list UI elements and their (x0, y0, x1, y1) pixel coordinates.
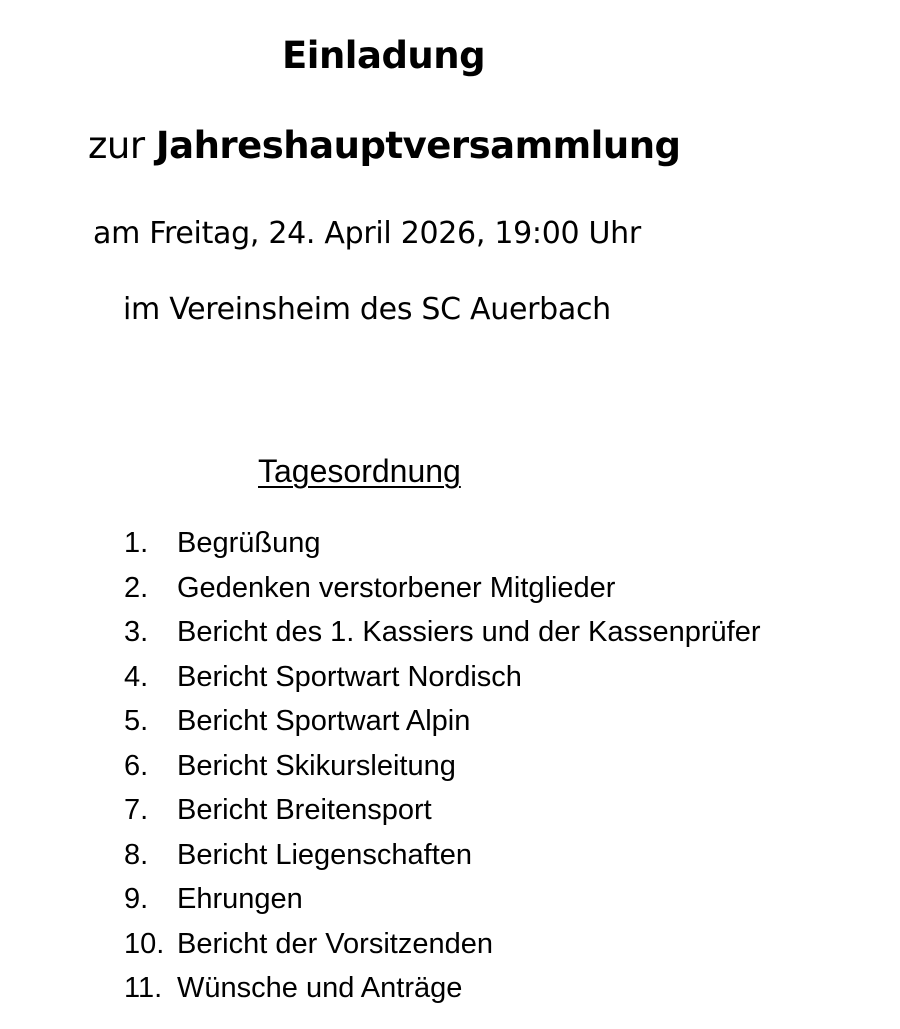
agenda-item (124, 655, 761, 700)
agenda-item-number: 4. (124, 660, 149, 693)
agenda-item (124, 566, 761, 611)
agenda-item-text: Bericht Sportwart Alpin (177, 705, 471, 737)
agenda-item-number: 6. (124, 749, 149, 782)
agenda-item-text: Gedenken verstorbener Mitglieder (177, 571, 616, 604)
document-title: Einladung (282, 34, 486, 77)
agenda-item (124, 966, 761, 1011)
agenda-list (124, 521, 761, 1011)
agenda-item (124, 922, 761, 967)
agenda-item-number: 2. (124, 571, 149, 604)
agenda-item-text: Bericht Sportwart Nordisch (177, 660, 522, 693)
agenda-item-text: Bericht der Vorsitzenden (177, 927, 493, 960)
agenda-item (124, 788, 761, 833)
agenda-item (124, 521, 761, 566)
agenda-item-number: 10. (124, 927, 165, 960)
agenda-heading: Tagesordnung (258, 453, 461, 489)
event-date-time: am Freitag, 24. April 2026, 19:00 Uhr (93, 216, 641, 251)
agenda-item (124, 833, 761, 878)
agenda-item (124, 877, 761, 922)
agenda-item (124, 744, 761, 789)
agenda-item (124, 699, 761, 744)
agenda-item-text: Bericht des 1. Kassiers und der Kassenprüfer (177, 616, 761, 648)
agenda-item-text: Begrüßung (177, 527, 321, 559)
agenda-item-number: 3. (124, 616, 149, 648)
agenda-item (124, 610, 761, 655)
event-location: im Vereinsheim des SC Auerbach (123, 292, 611, 327)
agenda-item-number: 8. (124, 838, 149, 871)
agenda-item-number: 11. (124, 972, 163, 1004)
subtitle-event-name: Jahreshauptversammlung (155, 124, 681, 167)
agenda-item-number: 5. (124, 705, 149, 737)
document-subtitle (88, 124, 681, 167)
agenda-item-text: Bericht Skikursleitung (177, 749, 456, 782)
agenda-item-number: 9. (124, 883, 149, 915)
agenda-item-text: Wünsche und Anträge (177, 972, 463, 1004)
agenda-item-number: 1. (124, 527, 149, 559)
agenda-item-number: 7. (124, 794, 149, 826)
agenda-item-text: Ehrungen (177, 883, 303, 915)
agenda-item-text: Bericht Liegenschaften (177, 838, 473, 871)
agenda-item-text: Bericht Breitensport (177, 794, 432, 826)
subtitle-prefix: zur (88, 124, 156, 167)
